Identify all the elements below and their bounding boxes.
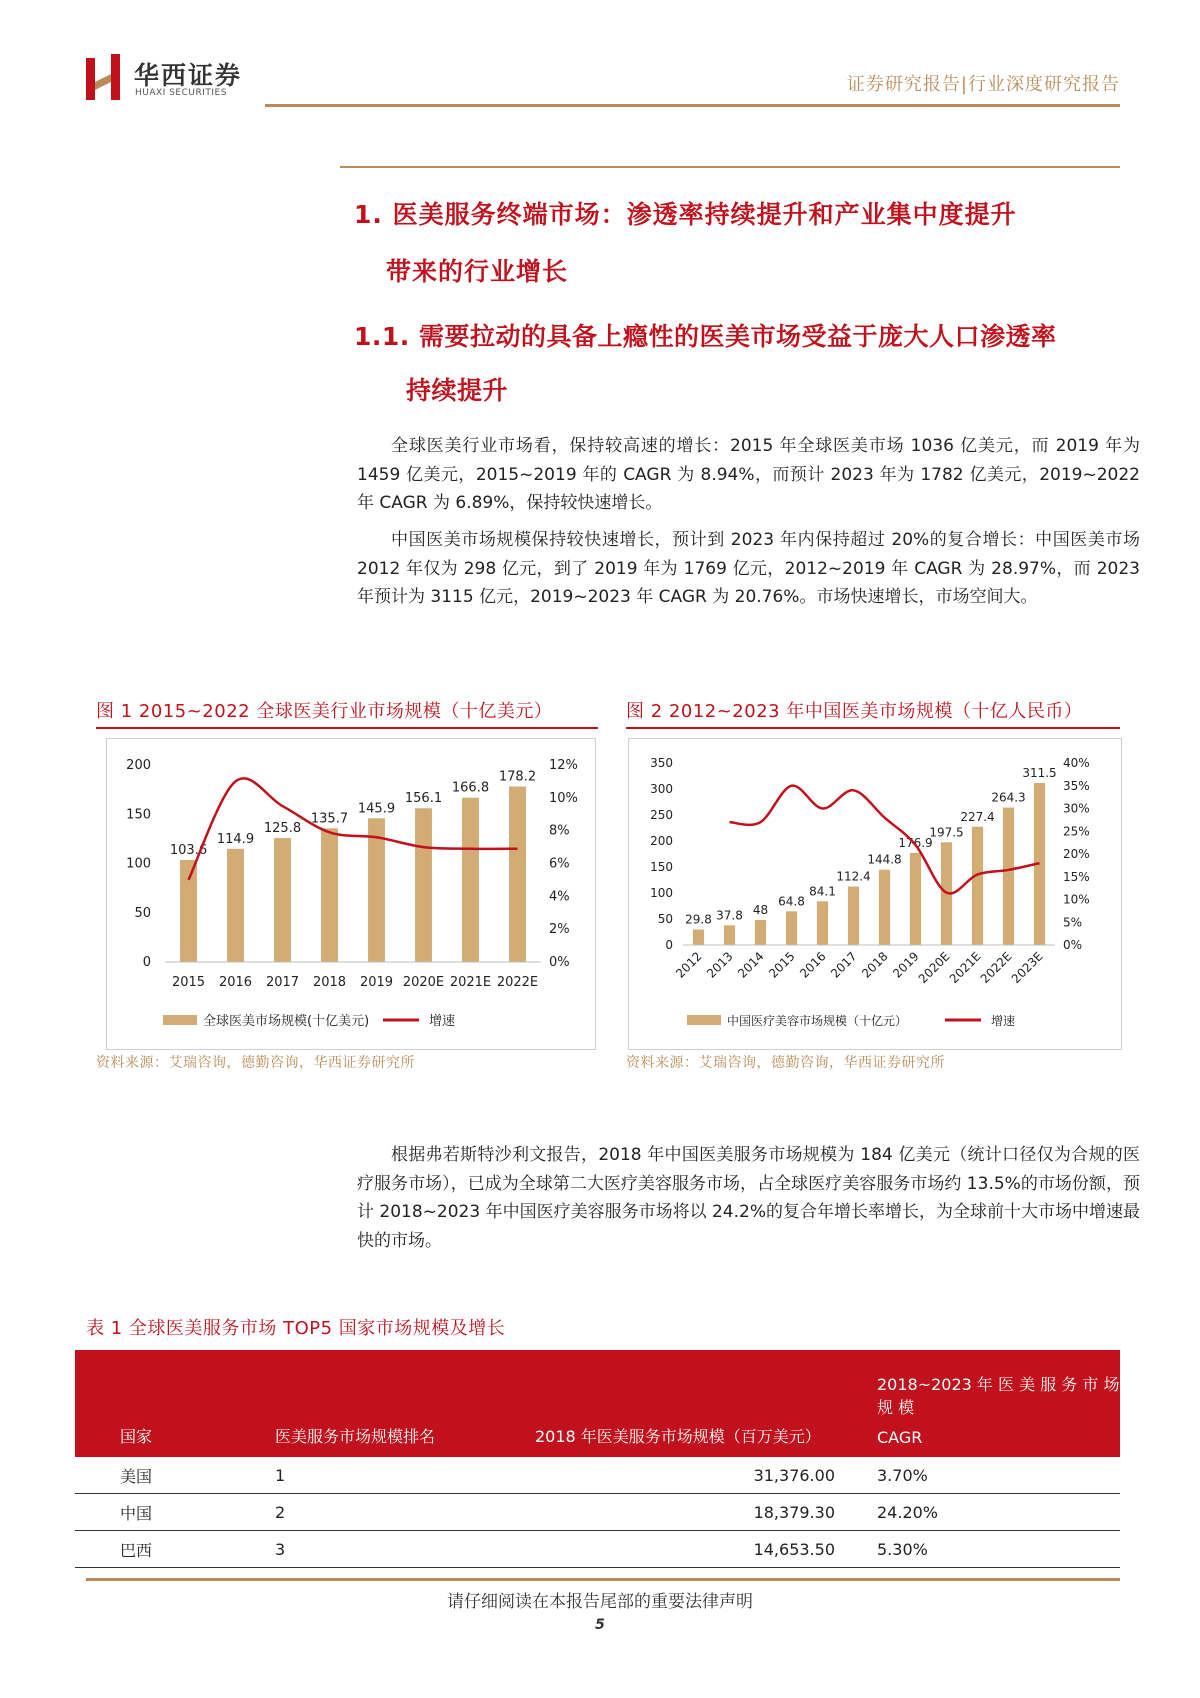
bar-data-label: 114.9 [216, 831, 255, 847]
table-cell-size: 31,376.00 [535, 1457, 835, 1494]
table-1 [75, 1350, 1120, 1568]
bar-data-label: 145.9 [357, 801, 396, 817]
bar-data-label: 156.1 [404, 791, 443, 807]
footer-disclaimer: 请仔细阅读在本报告尾部的重要法律声明 [447, 1592, 753, 1612]
x-tick-label: 2015 [171, 975, 206, 990]
y-right-tick-label: 10% [1063, 892, 1090, 907]
bar [848, 887, 859, 945]
y-right-tick-label: 6% [549, 856, 570, 872]
table-cell-cagr: 3.70% [835, 1457, 1120, 1494]
x-tick-label: 2013 [704, 949, 736, 981]
y-right-tick-label: 10% [549, 790, 578, 806]
figure-2-rule [626, 727, 1120, 729]
bar-data-label: 227.4 [960, 809, 995, 824]
bar-data-label: 264.3 [991, 790, 1026, 805]
header-divider [265, 104, 1120, 107]
bar [786, 911, 797, 945]
y-right-tick-label: 25% [1063, 824, 1090, 839]
legend-bar-swatch [687, 1015, 721, 1025]
bar [415, 808, 432, 962]
x-tick-label: 2019 [890, 949, 922, 981]
paragraph-text: 根据弗若斯特沙利文报告，2018 年中国医美服务市场规模为 184 亿美元（统计口径仅为合规的医疗服务市场），已成为全球第二大医疗美容服务市场，占全球医疗美容服务市场约 13.5%的市场份额，预计 2018~2023 年中国医疗美容服务市场将以 24.2%的复合年增长率增长，为全球前十大市场中增速最快的市场。 [357, 1145, 1140, 1251]
bar-data-label: 64.8 [778, 894, 805, 909]
y-left-tick-label: 200 [650, 834, 673, 848]
y-right-tick-label: 0% [549, 955, 570, 970]
paragraph-frost-sullivan [357, 1141, 1140, 1255]
bar-data-label: 197.5 [929, 825, 964, 840]
y-left-tick-label: 350 [650, 756, 673, 770]
bar-data-label: 135.7 [310, 811, 349, 827]
bar [462, 798, 479, 962]
table-cell-country: 中国 [75, 1494, 275, 1531]
table-cell-size: 14,653.50 [535, 1531, 835, 1568]
bar-data-label: 103.6 [169, 842, 208, 858]
table-row [75, 1494, 1120, 1531]
figure-1-source: 资料来源：艾瑞咨询，德勤咨询，华西证券研究所 [96, 1055, 415, 1071]
x-tick-label: 2017 [265, 975, 300, 990]
x-tick-label: 2021E [946, 949, 984, 987]
y-right-tick-label: 5% [1063, 915, 1083, 930]
table-cell-rank: 2 [275, 1494, 535, 1531]
bar [879, 870, 890, 945]
bar-data-label: 37.8 [716, 908, 743, 923]
bar-data-label: 29.8 [685, 912, 712, 927]
x-tick-label: 2014 [735, 949, 767, 981]
y-right-tick-label: 30% [1063, 801, 1090, 816]
section-1-heading [354, 186, 1144, 300]
y-right-tick-label: 15% [1063, 869, 1090, 884]
logo-text-en: HUAXI SECURITIES [135, 88, 227, 98]
section-divider [340, 166, 1120, 168]
y-right-tick-label: 2% [549, 922, 570, 938]
bar [910, 853, 921, 945]
bar [274, 838, 291, 962]
huaxi-logo-icon [84, 52, 124, 102]
table-header-country: 国家 [75, 1350, 275, 1457]
legend-bar-swatch [163, 1015, 197, 1025]
bar-data-label: 311.5 [1022, 766, 1057, 781]
report-type: 证券研究报告|行业深度研究报告 [846, 74, 1120, 95]
y-left-tick-label: 100 [650, 886, 673, 900]
bar-data-label: 176.9 [898, 836, 933, 851]
legend-line-label: 增速 [429, 1014, 456, 1029]
table-header-row [75, 1350, 1120, 1457]
table-cell-cagr: 24.20% [835, 1494, 1120, 1531]
figure-2-box [628, 738, 1122, 1050]
x-tick-label: 2020E [402, 975, 445, 990]
y-right-tick-label: 0% [1063, 938, 1083, 952]
x-tick-label: 2018 [859, 949, 891, 981]
bar-data-label: 112.4 [836, 869, 871, 884]
figure-1-title: 图 1 2015~2022 全球医美行业市场规模（十亿美元） [96, 701, 553, 722]
x-tick-label: 2019 [359, 975, 394, 990]
legend-bar-label: 中国医疗美容市场规模（十亿元） [727, 1014, 908, 1028]
y-right-tick-label: 35% [1063, 778, 1090, 793]
logo-text-cn: 华西证券 [134, 61, 243, 90]
bar-data-label: 166.8 [451, 780, 490, 796]
x-tick-label: 2012 [673, 949, 705, 981]
figure-2-source: 资料来源：艾瑞咨询，德勤咨询，华西证券研究所 [626, 1055, 945, 1071]
table-cell-size: 18,379.30 [535, 1494, 835, 1531]
y-left-tick-label: 150 [126, 807, 151, 823]
section-1-1-heading [354, 310, 1144, 418]
x-tick-label: 2021E [449, 975, 492, 990]
bar-data-label: 178.2 [498, 769, 537, 785]
figure-1-chart [107, 739, 595, 1049]
bar [368, 818, 385, 962]
bar-data-label: 84.1 [809, 884, 836, 899]
page-number: 5 [595, 1617, 605, 1633]
x-tick-label: 2022E [977, 949, 1015, 987]
paragraph-global-market [357, 432, 1140, 518]
y-right-tick-label: 12% [549, 758, 578, 773]
section-1-1-title-line2: 持续提升 [406, 376, 509, 405]
x-tick-label: 2022E [496, 975, 539, 990]
x-tick-label: 2016 [218, 975, 253, 990]
y-left-tick-label: 0 [142, 955, 151, 970]
bar [227, 849, 244, 962]
y-right-tick-label: 40% [1063, 756, 1090, 770]
paragraph-china-market [357, 526, 1140, 612]
y-left-tick-label: 50 [134, 905, 151, 921]
table-row [75, 1457, 1120, 1494]
bar-data-label: 48 [752, 903, 769, 918]
table-cell-cagr: 5.30% [835, 1531, 1120, 1568]
bar [180, 860, 197, 962]
footer-divider [86, 1578, 1120, 1581]
y-left-tick-label: 250 [650, 808, 673, 822]
table-header-rank: 医美服务市场规模排名 [275, 1350, 535, 1457]
x-tick-label: 2017 [828, 949, 860, 981]
y-right-tick-label: 4% [549, 889, 570, 905]
bar [693, 930, 704, 945]
bar-data-label: 144.8 [867, 852, 902, 867]
table-header-cagr [835, 1350, 1120, 1457]
table-cell-country: 巴西 [75, 1531, 275, 1568]
figure-2-chart [629, 739, 1121, 1049]
paragraph-text: 中国医美市场规模保持较快速增长，预计到 2023 年内保持超过 20%的复合增长：中国医美市场 2012 年仅为 298 亿元，到了 2019 年为 1769 亿元，2012~2019 年 CAGR 为 28.97%，而 2023 年预计为 3115 亿元，2019~2023 年 CAGR 为 20.76%。市场快速增长，市场空间大。 [357, 530, 1140, 607]
paragraph-text: 全球医美行业市场看，保持较高速的增长：2015 年全球医美市场 1036 亿美元，而 2019 年为 1459 亿美元，2015~2019 年的 CAGR 为 8.94%，而预计 2023 年为 1782 亿美元，2019~2022 年 CAGR 为 6.89%，保持较快速增长。 [357, 436, 1140, 513]
x-tick-label: 2023E [1008, 949, 1046, 987]
y-left-tick-label: 0 [665, 938, 673, 952]
table-header-size: 2018 年医美服务市场规模（百万美元） [535, 1350, 835, 1457]
bar-data-label: 125.8 [263, 821, 302, 837]
x-tick-label: 2015 [766, 949, 798, 981]
section-1-title-line2: 带来的行业增长 [386, 257, 569, 286]
x-tick-label: 2018 [312, 975, 347, 990]
bar [817, 901, 828, 945]
table-1-title: 表 1 全球医美服务市场 TOP5 国家市场规模及增长 [86, 1318, 506, 1339]
y-left-tick-label: 50 [657, 912, 673, 926]
y-right-tick-label: 20% [1063, 847, 1090, 861]
table-cell-country: 美国 [75, 1457, 275, 1494]
bar [321, 828, 338, 962]
y-left-tick-label: 150 [650, 860, 673, 874]
y-left-tick-label: 200 [126, 758, 151, 773]
legend-line-label: 增速 [991, 1014, 1016, 1028]
y-left-tick-label: 300 [650, 782, 673, 796]
table-header-cagr-line2: CAGR [877, 1428, 923, 1447]
figure-1-rule [96, 727, 598, 729]
x-tick-label: 2016 [797, 949, 829, 981]
section-1-title-line1: 1. 医美服务终端市场：渗透率持续提升和产业集中度提升 [354, 200, 1017, 229]
x-tick-label: 2020E [915, 949, 953, 987]
bar [509, 786, 526, 962]
bar [755, 920, 766, 945]
y-left-tick-label: 100 [126, 856, 151, 872]
table-cell-rank: 1 [275, 1457, 535, 1494]
bar [724, 925, 735, 945]
table-cell-rank: 3 [275, 1531, 535, 1568]
figure-2-title: 图 2 2012~2023 年中国医美市场规模（十亿人民币） [626, 701, 1083, 722]
bar [972, 827, 983, 945]
figure-1-box [106, 738, 596, 1050]
table-header-cagr-line1: 2018~2023 年 医 美 服 务 市 场 规 模 [877, 1375, 1120, 1417]
table-row [75, 1531, 1120, 1568]
y-right-tick-label: 8% [549, 823, 570, 839]
section-1-1-title-line1: 1.1. 需要拉动的具备上瘾性的医美市场受益于庞大人口渗透率 [354, 322, 1057, 351]
legend-bar-label: 全球医美市场规模(十亿美元) [203, 1014, 370, 1029]
bar [1003, 808, 1014, 945]
